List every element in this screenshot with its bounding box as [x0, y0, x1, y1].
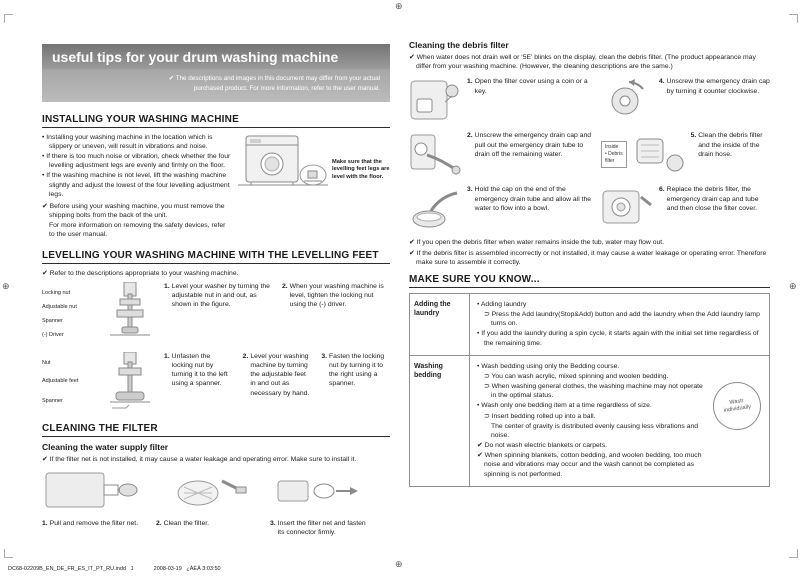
step-number: 4.: [659, 78, 665, 86]
step-text: Clean the debris filter and the inside of the drain hose.: [698, 132, 763, 158]
print-footer: [8, 566, 221, 572]
washing-machine-figure: [238, 133, 390, 241]
step-item: [467, 77, 593, 123]
step-item: [659, 77, 770, 123]
step-text: Pull and remove the filter net.: [49, 519, 139, 527]
left-column: [42, 44, 390, 546]
step-item: [467, 185, 593, 231]
debris-step-2-illustration: [409, 131, 461, 177]
section-cleaning-filter: [42, 423, 390, 538]
section-heading: CLEANING THE FILTER: [42, 423, 390, 437]
wash-individually-stamp: Wash individually: [710, 379, 764, 433]
table-row: [410, 294, 769, 355]
note-text: ✔ If the debris filter is assembled incorrectly or not installed, it may cause a water leakage or operating error. Therefore make sure to assemble it correctly.: [409, 249, 767, 266]
step-number: 6.: [659, 186, 665, 194]
step-text: Level your washing machine by turning the adjustable feet in and out as necessary by hand.: [250, 352, 310, 397]
filter-step-1-illustration: [42, 469, 142, 515]
subsection-heading: Cleaning the water supply filter: [42, 441, 169, 452]
figure-label: Adjustable nut: [42, 303, 77, 310]
debris-step: [601, 185, 770, 231]
section-heading: MAKE SURE YOU KNOW...: [409, 274, 770, 288]
row-content: [470, 294, 769, 355]
step-item: [243, 352, 312, 414]
registration-mark-icon: ⊕: [395, 1, 403, 11]
figure-label: Locking nut: [42, 289, 71, 296]
figure-label: Spanner: [42, 317, 63, 324]
page-title: useful tips for your drum washing machine: [42, 44, 390, 69]
registration-mark-icon: ⊕: [2, 281, 10, 291]
banner: [42, 44, 390, 102]
filter-step-2-illustration: [156, 469, 256, 515]
section-heading: LEVELLING YOUR WASHING MACHINE WITH THE LEVELLING FEET: [42, 250, 390, 264]
banner-note-line: ✔ The descriptions and images in this document may differ from your actual: [168, 75, 380, 82]
step-text: Open the filter cover using a coin or a key.: [474, 78, 588, 95]
content-line: ⊃ When washing general clothes, the washing machine may not operate in the optimal status.: [484, 383, 703, 400]
step-text: Unscrew the emergency drain cap and pull out the emergency drain tube to drain off the remaining water.: [474, 132, 592, 158]
debris-step-4-illustration: [601, 77, 653, 123]
step-number: 3.: [270, 519, 276, 527]
content-line: ✔ Do not wash electric blankets or carpets.: [477, 442, 607, 450]
note-text: ✔ Refer to the descriptions appropriate to your washing machine.: [42, 269, 239, 277]
figure-label: Spanner: [42, 397, 63, 404]
footer-timestamp: 2008-03-19 ¿ÀÈÄ 3:03:50: [153, 566, 221, 572]
step-number: 2.: [242, 352, 249, 360]
row-label: Washing bedding: [410, 356, 470, 486]
debris-steps-grid: [409, 77, 770, 231]
bullet-item: • Installing your washing machine in the location which is slippery or uneven, will result in vibrations and noise.: [42, 133, 213, 150]
content-line: ⊃ You can wash acrylic, mixed spinning and woolen bedding.: [484, 372, 669, 380]
step-text: Insert the filter net and fasten its connector firmly.: [277, 519, 366, 537]
row-label: Adding the laundry: [410, 294, 470, 355]
debris-step: [409, 77, 593, 123]
figure-caption: Make sure that the levelling feet legs are level with the floor.: [332, 158, 390, 181]
footer-filename: DC68-02209B_EN_DE_FR_ES_IT_PT_RU.indd 1: [8, 566, 134, 572]
content-line: ⊃ Press the Add laundry(Stop&Add) button and add the laundry when the Add laundry lamp turns on.: [484, 311, 760, 328]
banner-note: [42, 69, 390, 102]
bullet-item: • If there is too much noise or vibration, check whether the four levelling adjustment legs are evenly and firmly on the floor.: [42, 153, 231, 170]
content-line: The center of gravity is distributed evenly causing less vibrations and noise.: [491, 422, 699, 439]
figure-label: (-) Driver: [42, 331, 64, 338]
step-number: 2.: [467, 132, 473, 140]
debris-step-5-illustration: [633, 131, 685, 177]
step-item: [164, 352, 233, 414]
step-text: Replace the debris filter, the emergency drain cap and tube and then close the filter cover.: [666, 186, 759, 212]
step-number: 1.: [164, 282, 170, 290]
content-line: • Adding laundry: [477, 300, 527, 308]
step-text: Unfasten the locking nut by turning it to the left using a spanner.: [171, 352, 228, 388]
crop-mark: [4, 14, 13, 23]
step-item: [164, 282, 272, 344]
figure-label: Adjustable feet: [42, 377, 79, 384]
step-item: [282, 282, 390, 344]
note-text: ✔ If you open the debris filter when water remains inside the tub, water may flow out.: [409, 239, 665, 247]
step-item: [659, 185, 770, 231]
debris-step: [601, 131, 770, 177]
filter-step-3-illustration: [270, 469, 370, 515]
label-line: • Debris: [605, 151, 623, 158]
debris-step-6-illustration: [601, 185, 653, 231]
levelling-figure-1: [42, 282, 154, 344]
content-line: ✔ When spinning blankets, cotton bedding, and woolen bedding, too much noise and vibrations may occur and the wash cannot be completed as spinning is not performed.: [477, 452, 702, 478]
note-text: ✔ If the filter net is not installed, it may cause a water leakage and operating error. Make sure to install it.: [42, 455, 357, 463]
step-item: [321, 352, 390, 414]
note-text: ✔ Before using your washing machine, you must remove the shipping bolts from the back of the unit.: [42, 202, 225, 220]
content-line: • Wash only one bedding item at a time regardless of size.: [477, 402, 652, 410]
crop-mark: [789, 14, 798, 23]
label-line: Inside: [605, 144, 619, 151]
content-line: • Wash bedding using only the Bedding course.: [477, 362, 620, 370]
step-number: 2.: [282, 282, 288, 290]
registration-mark-icon: ⊕: [789, 281, 797, 291]
step-item: [42, 519, 142, 537]
step-number: 1.: [42, 519, 48, 527]
right-column: [409, 40, 770, 487]
step-text: When your washing machine is level, tighten the locking nut using the (-) driver.: [289, 282, 384, 309]
section-installing: [42, 114, 390, 241]
step-item: [156, 519, 256, 537]
subsection-heading: Cleaning the debris filter: [409, 40, 509, 50]
levelling-foot-illustration: [108, 282, 152, 342]
step-text: Hold the cap on the end of the emergency drain tube and allow all the water to flow into a bowl.: [474, 186, 592, 212]
step-text: Clean the filter.: [163, 519, 210, 527]
step-number: 5.: [690, 132, 697, 140]
adjustable-feet-illustration: [108, 352, 152, 412]
note-text: ✔ When water does not drain well or ‘5E’ blinks on the display, clean the debris filter. (The product appearance may differ from your washing machine. (However, the cleaning descriptions are the same.): [409, 54, 756, 71]
step-item: [691, 131, 770, 177]
step-text: Unscrew the emergency drain cap by turning it counter clockwise.: [666, 78, 770, 95]
step-item: [467, 131, 593, 177]
label-line: filter: [605, 158, 615, 165]
note-text: For more information on removing the safety devices, refer to the user manual.: [49, 222, 226, 239]
washing-machine-illustration: [238, 133, 328, 193]
debris-step: [409, 131, 593, 177]
crop-mark: [789, 549, 798, 558]
registration-mark-icon: ⊕: [395, 559, 403, 569]
make-sure-table: [409, 293, 770, 487]
bullet-item: • If the washing machine is not level, lift the washing machine slightly and adjust the lowest of the four levelling adjustment legs.: [42, 172, 230, 198]
table-row: [410, 355, 769, 486]
step-number: 1.: [164, 352, 170, 360]
step-text: Fasten the locking nut by turning it to the right using a spanner.: [329, 352, 385, 388]
step-number: 1.: [467, 78, 473, 86]
debris-step: [409, 185, 593, 231]
step-number: 3.: [467, 186, 473, 194]
step-number: 3.: [321, 352, 328, 360]
step-text: Level your washer by turning the adjustable nut in and out, as shown in the figure.: [171, 282, 270, 309]
step-item: [270, 519, 370, 537]
debris-step: [601, 77, 770, 123]
section-levelling: [42, 250, 390, 414]
content-line: ⊃ Insert bedding rolled up into a ball.: [484, 412, 596, 420]
levelling-figure-2: [42, 352, 154, 414]
content-line: • If you add the laundry during a spin cycle, it starts again with the initial set time regardless of the remaining time.: [477, 330, 759, 347]
section-heading: INSTALLING YOUR WASHING MACHINE: [42, 114, 390, 128]
banner-note-line: purchased product. For more information, refer to the user manual.: [193, 85, 380, 93]
inside-debris-filter-label: [601, 141, 627, 168]
figure-label: Nut: [42, 359, 51, 366]
step-number: 2.: [156, 519, 162, 527]
debris-step-3-illustration: [409, 185, 461, 231]
crop-mark: [4, 549, 13, 558]
debris-step-1-illustration: [409, 77, 461, 123]
